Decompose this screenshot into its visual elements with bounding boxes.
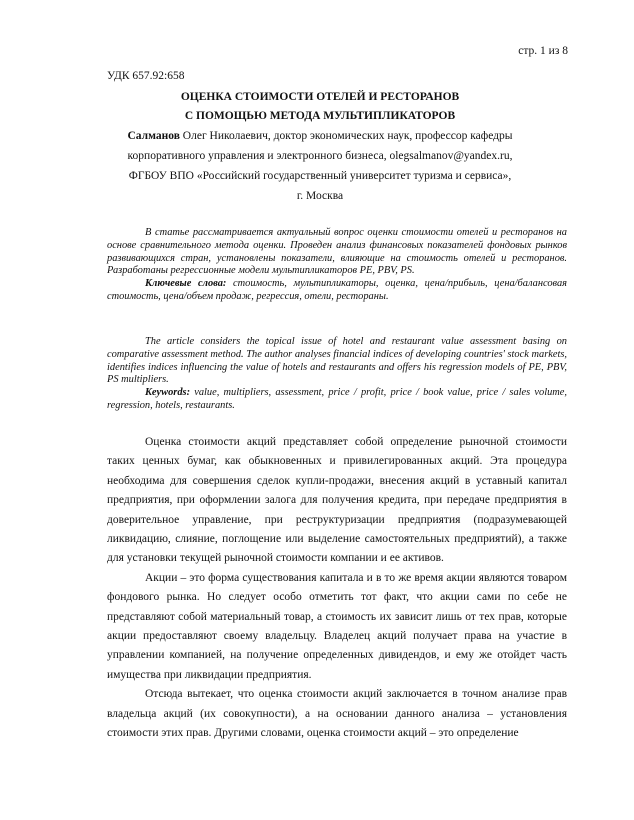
keywords-ru [107,278,567,304]
author-title: Олег Николаевич, доктор экономических наук, профессор кафедры [179,130,513,142]
keywords-en-label: Keywords: [145,387,191,399]
paragraph-1: Оценка стоимости акций представляет собой определение рыночной стоимости таких ценных бумаг, как обыкновенных и привилегированных акций. Эта процедура необходима для совершения сделок купли-продажи, внесения акций в уставный капитал предприятия, при оформлении залога для получения кредита, при передаче предприятия в доверительное управление, при реструктуризации предприятия (подразумевающей ликвидацию, слияние, поглощение или выделение самостоятельных предприятий), а также для установки текущей рыночной стоимости компании и ее активов. [107,436,567,565]
title-line-2: С ПОМОЩЬЮ МЕТОДА МУЛЬТИПЛИКАТОРОВ [184,110,456,122]
udk-code: УДК 657.92:658 [107,70,185,82]
author-city: г. Москва [296,190,344,202]
keywords-en-list: value, multipliers, assessment, price / profit, price / book value, price / sales volume, regression, hotels, restaurants. [107,387,567,411]
abstract-ru-text: В статье рассматривается актуальный вопрос оценки стоимости отелей и ресторанов на основе сравнительного метода оценки. Проведен анализ финансовых показателей фондовых рынков развивающихся стран, установлены показатели, влияющие на стоимость отелей и ресторанов. Разработаны регрессионные модели мультипликаторов PE, PBV, PS. [107,227,567,277]
author-line-1 [95,130,545,142]
page-number: стр. 1 из 8 [518,45,568,57]
paragraph-2: Акции – это форма существования капитала и в то же время акции являются товаром фондового рынка. Но следует особо отметить тот факт, что акции сами по себе не представляют собой материальный товар, а стоимость их зависит лишь от тех прав, которые акции предоставляют своему владельцу. Владелец акций получает права на участие в управлении компанией, на получение определенных дивидендов, и ему же отойдет часть имущества при ликвидации предприятия. [107,571,567,681]
abstract-en-text: The article considers the topical issue of hotel and restaurant value assessment basing on comparative assessment method. The author analyses financial indices of developing countries' stock markets, identifies indices influencing the value of hotels and restaurants and offers his regression models of PE, PBV, PS multipliers. [107,336,567,386]
title-line-1: ОЦЕНКА СТОИМОСТИ ОТЕЛЕЙ И РЕСТОРАНОВ [180,91,460,103]
abstract-russian [107,227,567,304]
author-name: Салманов [127,130,180,142]
author-line-2: корпоративного управления и электронного бизнеса, olegsalmanov@yandex.ru, [127,150,513,162]
abstract-english [107,336,567,413]
paragraph-3: Отсюда вытекает, что оценка стоимости акций заключается в точном анализе прав владельца акций (их совокупности), а на основании данного анализа – установления стоимости этих прав. Другими словами, оценка стоимости акций – это определение [107,688,567,740]
keywords-ru-label: Ключевые слова: [145,278,227,290]
body-text [107,433,567,744]
author-line-3: ФГБОУ ВПО «Российский государственный университет туризма и сервиса», [128,170,512,182]
keywords-ru-list: стоимость, мультипликаторы, оценка, цена/прибыль, цена/балансовая стоимость, цена/объем продаж, регрессия, отели, рестораны. [107,278,567,302]
keywords-en [107,387,567,413]
